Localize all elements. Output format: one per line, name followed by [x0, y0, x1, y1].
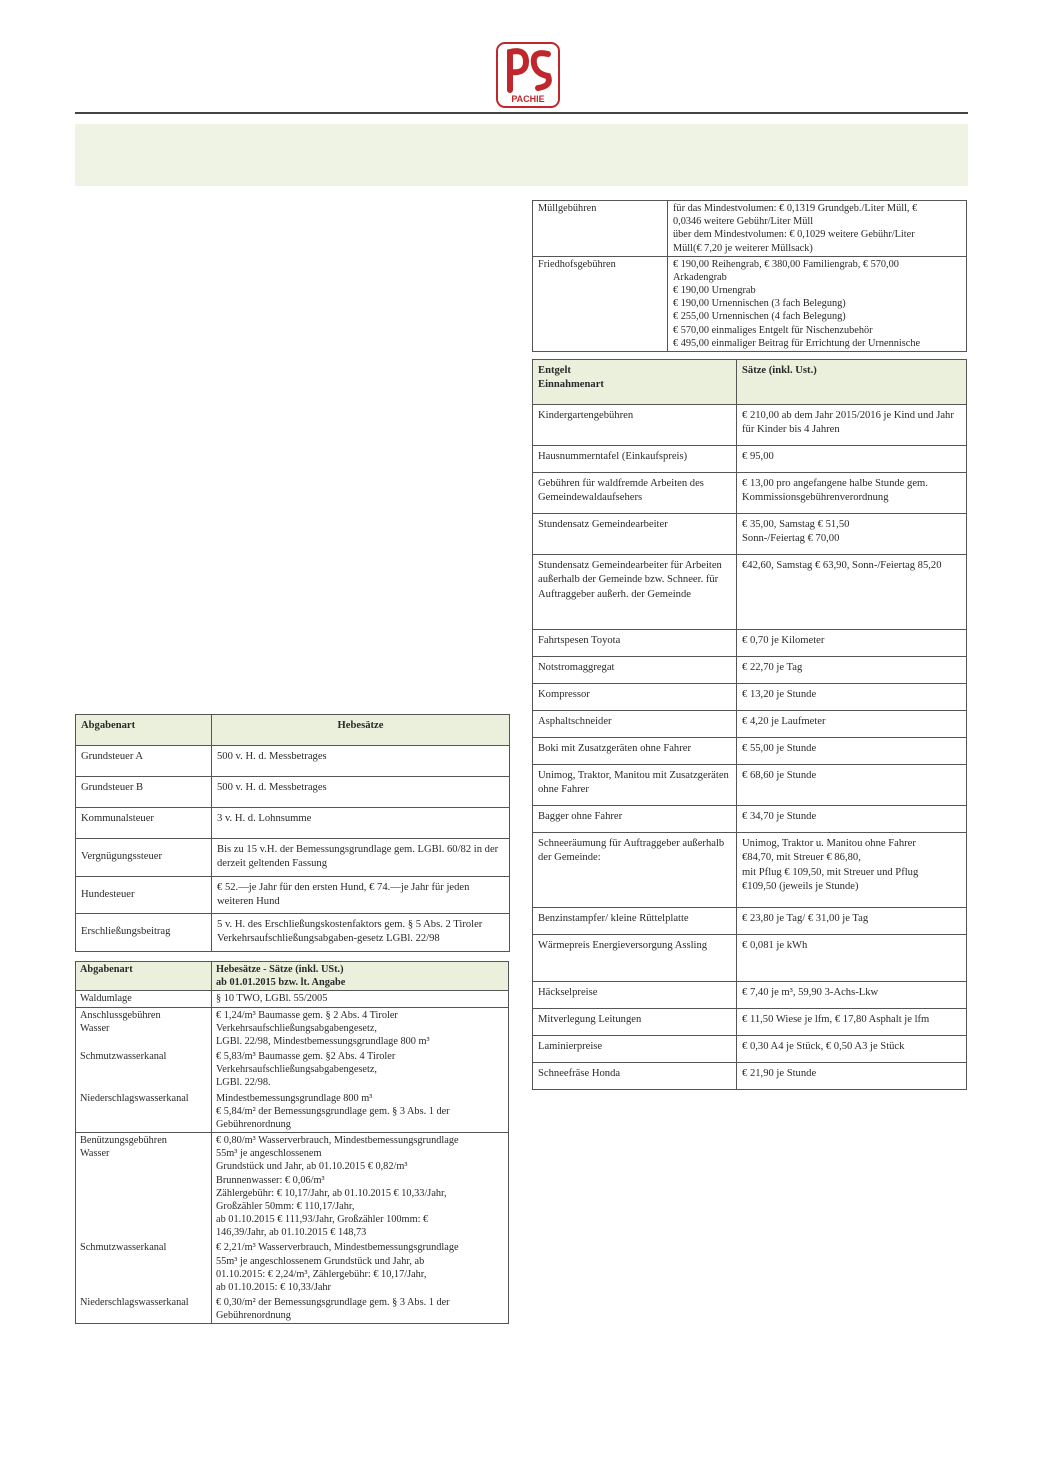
- row-label: Grundsteuer B: [76, 777, 212, 808]
- row-value: € 0,30/m² der Bemessungsgrundlage gem. § 3 Abs. 1 der Gebührenordnung: [212, 1295, 509, 1324]
- row-value: Mindestbemessungsgrundlage 800 m³ € 5,84/m² der Bemessungsgrundlage gem. § 3 Abs. 1 der Gebührenordnung: [212, 1091, 509, 1133]
- row-label: Niederschlagswasserkanal: [76, 1091, 212, 1133]
- table-row: [76, 1133, 509, 1241]
- row-value: 3 v. H. d. Lohnsumme: [212, 808, 510, 839]
- row-value: € 35,00, Samstag € 51,50 Sonn-/Feiertag € 70,00: [737, 514, 967, 555]
- table-row: [533, 514, 967, 555]
- header-hebesaetze: Hebesätze: [212, 715, 510, 746]
- row-value: 5 v. H. des Erschließungskostenfaktors gem. § 5 Abs. 2 Tiroler Verkehrsaufschließungsabgaben-gesetz LGBl. 22/98: [212, 914, 510, 952]
- table-row: [533, 630, 967, 657]
- row-value: € 210,00 ab dem Jahr 2015/2016 je Kind und Jahr für Kinder bis 4 Jahren: [737, 405, 967, 446]
- row-label: Erschließungsbeitrag: [76, 914, 212, 952]
- table-row: [76, 1240, 509, 1295]
- table-row: [533, 1009, 967, 1036]
- table-row: [76, 808, 510, 839]
- table-row: [533, 711, 967, 738]
- header-abgabenart: Abgabenart: [76, 715, 212, 746]
- row-label: Laminierpreise: [533, 1036, 737, 1063]
- row-label: Unimog, Traktor, Manitou mit Zusatzgeräten ohne Fahrer: [533, 765, 737, 806]
- table-row: [76, 746, 510, 777]
- row-label: Grundsteuer A: [76, 746, 212, 777]
- table-row: [533, 555, 967, 630]
- table-row: [533, 684, 967, 711]
- row-label: Asphaltschneider: [533, 711, 737, 738]
- table-row: [533, 201, 967, 257]
- table-row: [533, 806, 967, 833]
- table-row: [533, 1063, 967, 1090]
- table-row: [533, 405, 967, 446]
- table-row: [533, 982, 967, 1009]
- table-row: [533, 765, 967, 806]
- title-band: [75, 124, 968, 186]
- fees-table: [75, 961, 509, 1324]
- row-label: Wärmepreis Energieversorgung Assling: [533, 935, 737, 982]
- row-value: € 0,80/m³ Wasserverbrauch, Mindestbemessungsgrundlage 55m³ je angeschlossenem Grundstück und Jahr, ab 01.10.2015 € 0,82/m³ Brunnenwasser: € 0,06/m³ Zählergebühr: € 10,17/Jahr, ab 01.10.2015 € 10,33/Jahr, Großzähler 50mm: € 110,17/Jahr, ab 01.10.2015 € 111,93/Jahr, Großzähler 100mm: € 146,39/Jahr, ab 01.10.2015 € 148,73: [212, 1133, 509, 1241]
- row-label: Waldumlage: [76, 991, 212, 1007]
- row-label: Vergnügungssteuer: [76, 839, 212, 877]
- row-value: € 0,30 A4 je Stück, € 0,50 A3 je Stück: [737, 1036, 967, 1063]
- table-row: [76, 1295, 509, 1324]
- table-row: [76, 777, 510, 808]
- row-label: Bagger ohne Fahrer: [533, 806, 737, 833]
- row-value: € 7,40 je m³, 59,90 3-Achs-Lkw: [737, 982, 967, 1009]
- row-value: € 11,50 Wiese je lfm, € 17,80 Asphalt je lfm: [737, 1009, 967, 1036]
- waste-cemetery-table: [532, 200, 967, 352]
- row-label: Benützungsgebühren Wasser: [76, 1133, 212, 1241]
- row-value: € 68,60 je Stunde: [737, 765, 967, 806]
- row-value: € 0,081 je kWh: [737, 935, 967, 982]
- row-value: € 95,00: [737, 446, 967, 473]
- header-entgelt: Entgelt Einnahmenart: [533, 360, 737, 405]
- row-label: Niederschlagswasserkanal: [76, 1295, 212, 1324]
- row-label: Stundensatz Gemeindearbeiter für Arbeiten außerhalb der Gemeinde bzw. Schneer. für Auftraggeber außerh. der Gemeinde: [533, 555, 737, 630]
- logo-text: PACHIE: [511, 94, 545, 104]
- row-label: Kommunalsteuer: [76, 808, 212, 839]
- row-label: Schneeräumung für Auftraggeber außerhalb der Gemeinde:: [533, 833, 737, 908]
- row-label: Notstromaggregat: [533, 657, 737, 684]
- table-row: [76, 1007, 509, 1049]
- row-label: Hausnummerntafel (Einkaufspreis): [533, 446, 737, 473]
- table-row: [533, 473, 967, 514]
- row-value: € 4,20 je Laufmeter: [737, 711, 967, 738]
- row-label: Hundesteuer: [76, 876, 212, 914]
- service-charges-table: [532, 359, 967, 1090]
- table-row: [76, 839, 510, 877]
- table-row: [533, 935, 967, 982]
- row-label: Schmutzwasserkanal: [76, 1049, 212, 1091]
- table-header-row: [76, 715, 510, 746]
- municipality-logo: [496, 42, 560, 108]
- row-value: 500 v. H. d. Messbetrages: [212, 777, 510, 808]
- table-row: [533, 1036, 967, 1063]
- row-label: Benzinstampfer/ kleine Rüttelplatte: [533, 908, 737, 935]
- table-row: [76, 1091, 509, 1133]
- table-row: [533, 738, 967, 765]
- header-abgabenart: Abgabenart: [76, 962, 212, 991]
- row-label: Häckselpreise: [533, 982, 737, 1009]
- table-row: [76, 914, 510, 952]
- row-label: Gebühren für waldfremde Arbeiten des Gemeindewaldaufsehers: [533, 473, 737, 514]
- row-label: Fahrtspesen Toyota: [533, 630, 737, 657]
- table-row: [533, 657, 967, 684]
- table-row: [533, 833, 967, 908]
- row-label: Mitverlegung Leitungen: [533, 1009, 737, 1036]
- table-row: [76, 991, 509, 1007]
- row-value: € 1,24/m³ Baumasse gem. § 2 Abs. 4 Tiroler Verkehrsaufschließungsabgabengesetz, LGBl. 22/98, Mindestbemessungsgrundlage 800 m³: [212, 1007, 509, 1049]
- row-label: Müllgebühren: [533, 201, 668, 257]
- row-value: € 5,83/m³ Baumasse gem. §2 Abs. 4 Tiroler Verkehrsaufschließungsabgabengesetz, LGBl. 22/98.: [212, 1049, 509, 1091]
- row-label: Kompressor: [533, 684, 737, 711]
- row-value: für das Mindestvolumen: € 0,1319 Grundgeb./Liter Müll, € 0,0346 weitere Gebühr/Liter Müll über dem Mindestvolumen: € 0,1029 weitere Gebühr/Liter Müll(€ 7,20 je weiterer Müllsack): [668, 201, 967, 257]
- row-value: § 10 TWO, LGBl. 55/2005: [212, 991, 509, 1007]
- row-label: Stundensatz Gemeindearbeiter: [533, 514, 737, 555]
- row-value: 500 v. H. d. Messbetrages: [212, 746, 510, 777]
- header-saetze: Sätze (inkl. Ust.): [737, 360, 967, 405]
- row-label: Schmutzwasserkanal: [76, 1240, 212, 1295]
- table-row: [76, 1049, 509, 1091]
- row-value: € 23,80 je Tag/ € 31,00 je Tag: [737, 908, 967, 935]
- table-header-row: [76, 962, 509, 991]
- header-saetze: Hebesätze - Sätze (inkl. USt.) ab 01.01.2015 bzw. lt. Angabe: [212, 962, 509, 991]
- row-label: Kindergartengebühren: [533, 405, 737, 446]
- row-value: € 190,00 Reihengrab, € 380,00 Familiengrab, € 570,00 Arkadengrab € 190,00 Urnengrab € 190,00 Urnennischen (3 fach Belegung) € 255,00 Urnennischen (4 fach Belegung) € 570,00 einmaliges Entgelt für Nischenzubehör € 495,00 einmaliger Beitrag für Errichtung der Urnennische: [668, 256, 967, 351]
- row-value: € 13,00 pro angefangene halbe Stunde gem. Kommissionsgebührenverordnung: [737, 473, 967, 514]
- table-row: [533, 908, 967, 935]
- row-label: Friedhofsgebühren: [533, 256, 668, 351]
- row-value: € 13,20 je Stunde: [737, 684, 967, 711]
- row-value: € 2,21/m³ Wasserverbrauch, Mindestbemessungsgrundlage 55m³ je angeschlossenem Grundstück und Jahr, ab 01.10.2015: € 2,24/m³, Zählergebühr: € 10,17/Jahr, ab 01.10.2015: € 10,33/Jahr: [212, 1240, 509, 1295]
- row-value: €42,60, Samstag € 63,90, Sonn-/Feiertag 85,20: [737, 555, 967, 630]
- row-value: € 34,70 je Stunde: [737, 806, 967, 833]
- header-rule: [75, 112, 968, 114]
- row-value: € 21,90 je Stunde: [737, 1063, 967, 1090]
- table-header-row: [533, 360, 967, 405]
- row-value: € 52.—je Jahr für den ersten Hund, € 74.—je Jahr für jeden weiteren Hund: [212, 876, 510, 914]
- table-row: [533, 256, 967, 351]
- row-value: € 55,00 je Stunde: [737, 738, 967, 765]
- row-value: € 0,70 je Kilometer: [737, 630, 967, 657]
- row-value: € 22,70 je Tag: [737, 657, 967, 684]
- row-label: Anschlussgebühren Wasser: [76, 1007, 212, 1049]
- row-value: Bis zu 15 v.H. der Bemessungsgrundlage gem. LGBl. 60/82 in der derzeit geltenden Fassung: [212, 839, 510, 877]
- table-row: [76, 876, 510, 914]
- row-label: Boki mit Zusatzgeräten ohne Fahrer: [533, 738, 737, 765]
- tax-rates-table: [75, 714, 510, 952]
- row-label: Schneefräse Honda: [533, 1063, 737, 1090]
- row-value: Unimog, Traktor u. Manitou ohne Fahrer €84,70, mit Streuer € 86,80, mit Pflug € 109,50, mit Streuer und Pflug €109,50 (jeweils je Stunde): [737, 833, 967, 908]
- table-row: [533, 446, 967, 473]
